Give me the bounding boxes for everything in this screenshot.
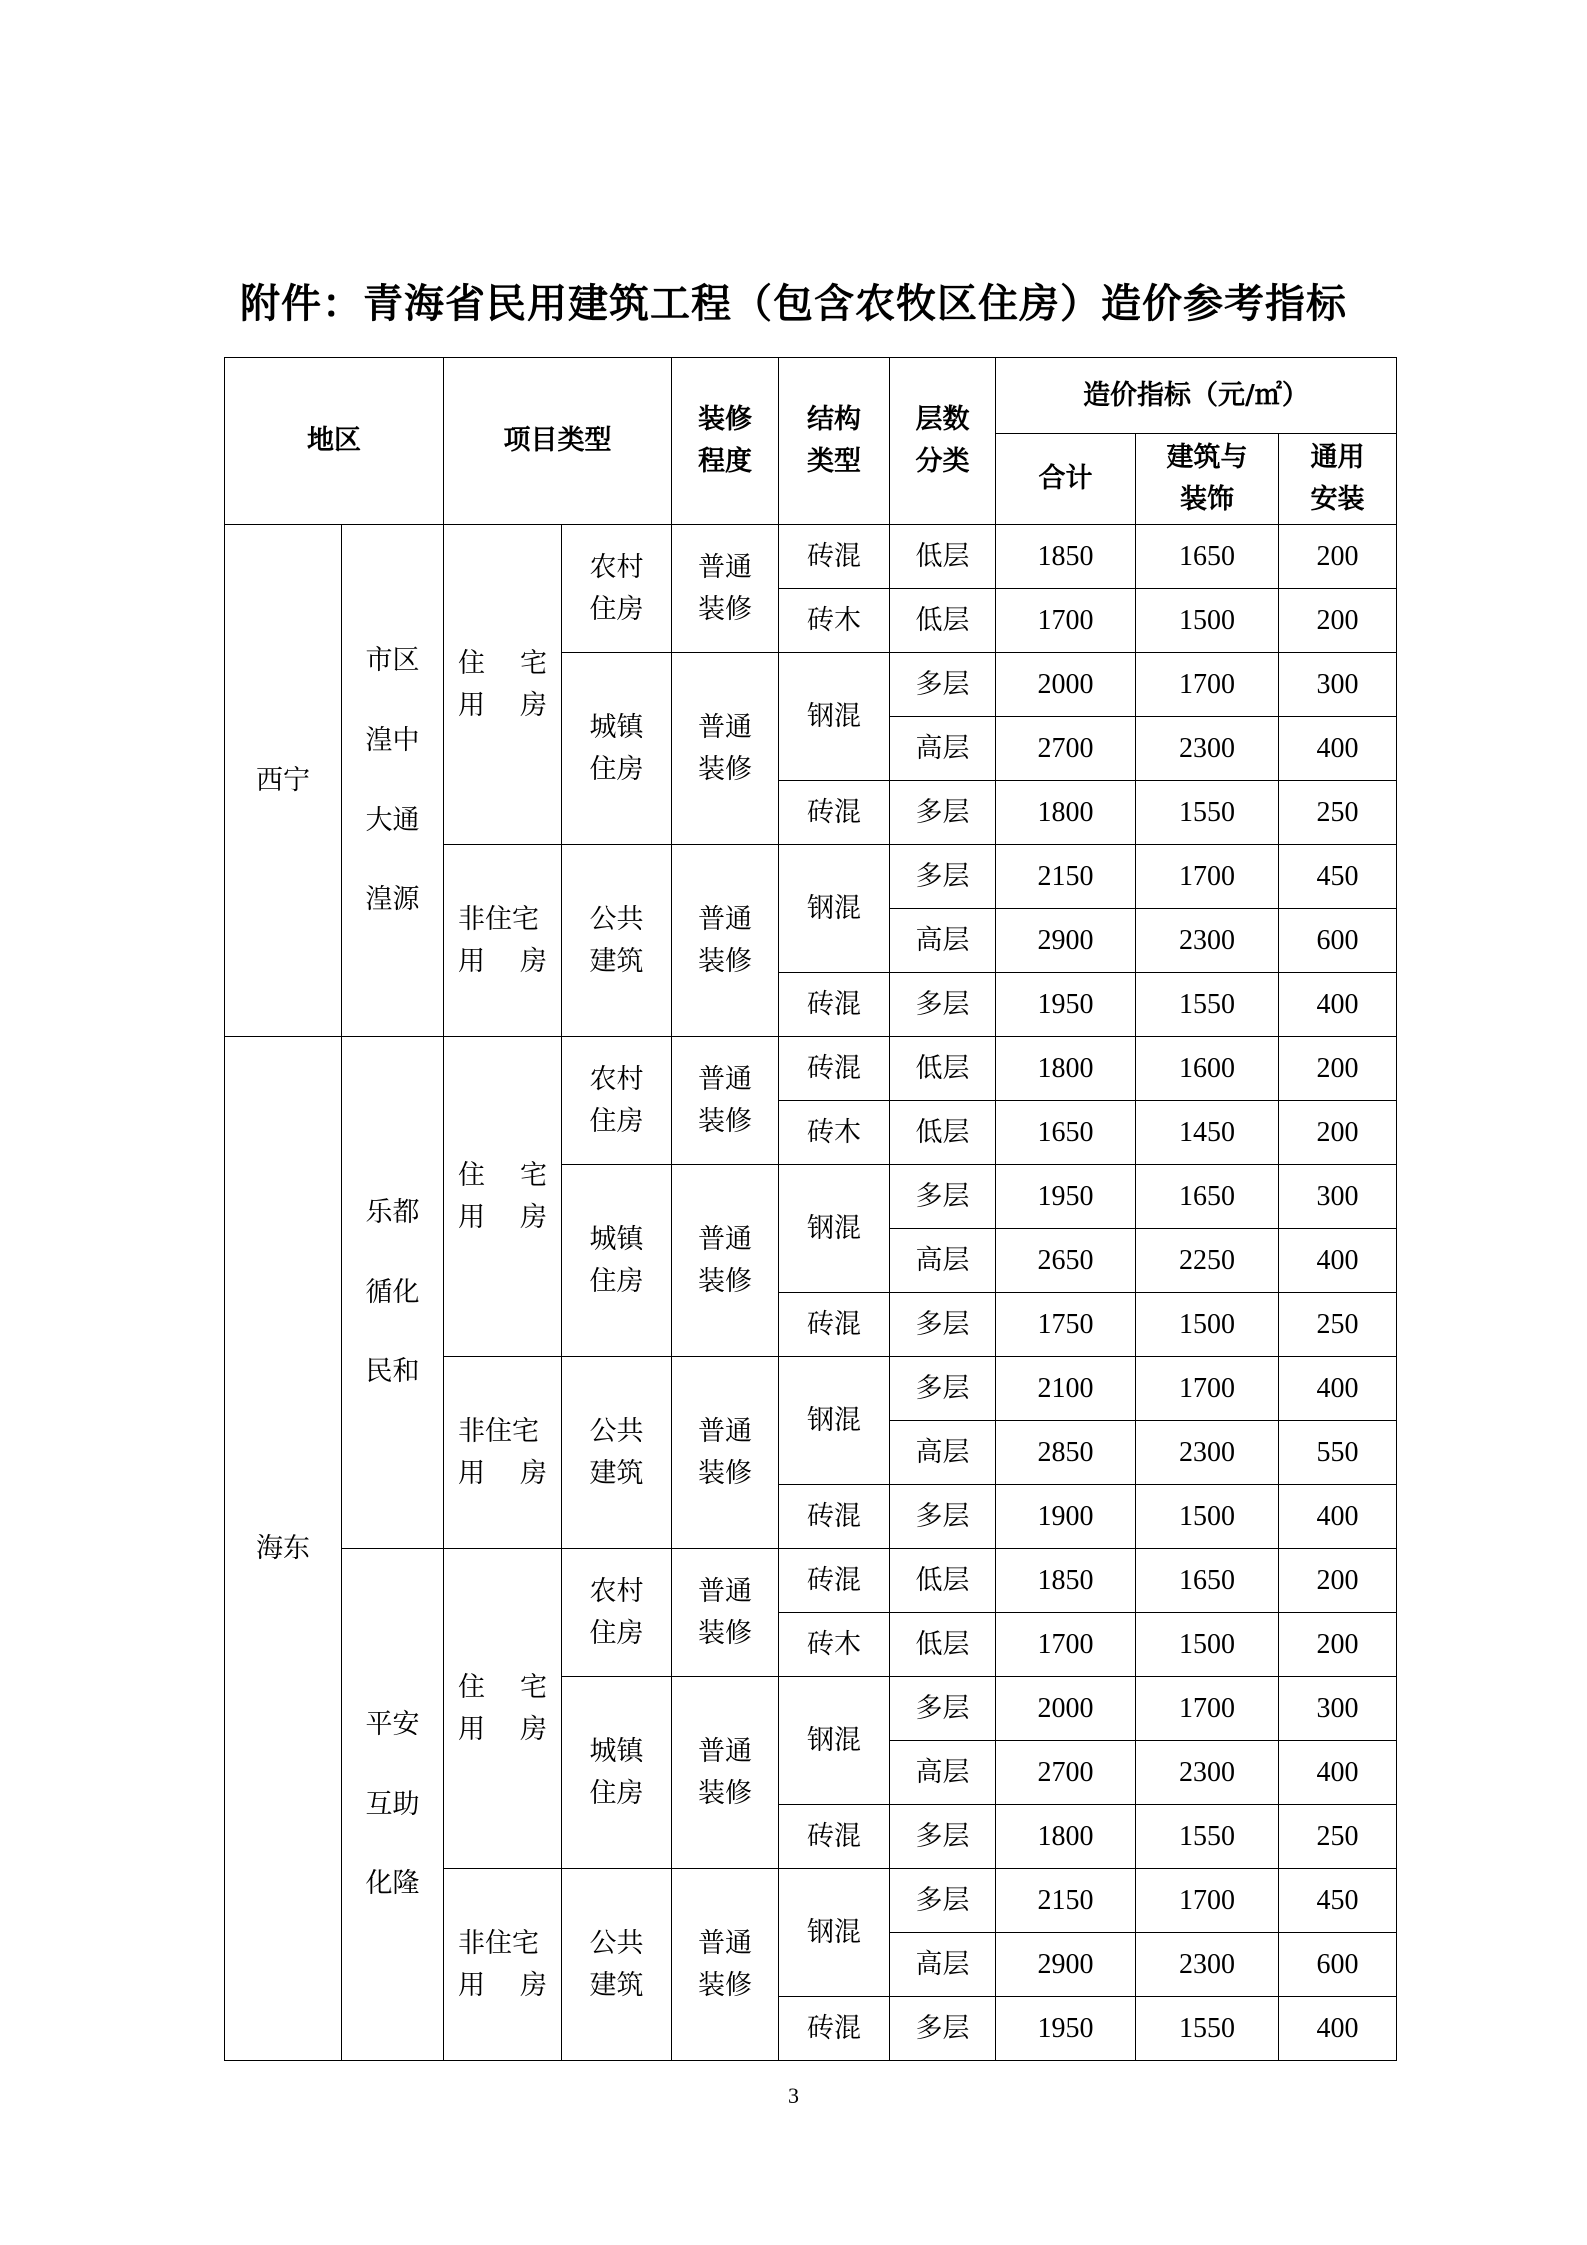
floor-class: 多层 — [890, 973, 996, 1037]
structure-type: 钢混 — [779, 653, 890, 781]
header-cost-index: 造价指标（元/㎡） — [996, 358, 1397, 434]
cost-install: 250 — [1279, 781, 1397, 845]
floor-class: 高层 — [890, 1229, 996, 1293]
cost-install: 200 — [1279, 589, 1397, 653]
cost-index-table — [224, 357, 1397, 2061]
cost-building: 2300 — [1136, 1741, 1279, 1805]
cost-total: 2650 — [996, 1229, 1136, 1293]
structure-type: 砖混 — [779, 1485, 890, 1549]
cost-install: 600 — [1279, 1933, 1397, 1997]
decoration-level: 普通 装修 — [672, 845, 779, 1037]
table-header — [225, 358, 1397, 525]
floor-class: 高层 — [890, 717, 996, 781]
cost-total: 1700 — [996, 1613, 1136, 1677]
subtype-urban: 城镇 住房 — [562, 1677, 672, 1869]
table-row — [225, 1037, 1397, 1101]
floor-class: 多层 — [890, 1165, 996, 1229]
cost-install: 400 — [1279, 1229, 1397, 1293]
floor-class: 多层 — [890, 653, 996, 717]
cost-install: 400 — [1279, 1741, 1397, 1805]
category-non-residential: 非住宅 用 房 — [444, 845, 562, 1037]
cost-building: 1650 — [1136, 1165, 1279, 1229]
subtype-rural: 农村 住房 — [562, 525, 672, 653]
cost-total: 1800 — [996, 1805, 1136, 1869]
cost-total: 1650 — [996, 1101, 1136, 1165]
subregion-cities: 平安 互助 化隆 — [342, 1549, 444, 2061]
cost-total: 2700 — [996, 717, 1136, 781]
subtype-urban: 城镇 住房 — [562, 1165, 672, 1357]
cost-install: 400 — [1279, 1485, 1397, 1549]
category-residential: 住 宅 用 房 — [444, 1549, 562, 1869]
cost-total: 2000 — [996, 653, 1136, 717]
structure-type: 砖混 — [779, 1037, 890, 1101]
cost-install: 400 — [1279, 1357, 1397, 1421]
cost-building: 1500 — [1136, 589, 1279, 653]
region-name: 西宁 — [225, 525, 342, 1037]
cost-install: 400 — [1279, 1997, 1397, 2061]
floor-class: 多层 — [890, 781, 996, 845]
subtype-public: 公共 建筑 — [562, 845, 672, 1037]
cost-building: 1550 — [1136, 781, 1279, 845]
structure-type: 砖混 — [779, 1293, 890, 1357]
floor-class: 低层 — [890, 589, 996, 653]
structure-type: 钢混 — [779, 1869, 890, 1997]
subtype-public: 公共 建筑 — [562, 1869, 672, 2061]
header-building: 建筑与 装饰 — [1136, 434, 1279, 525]
decoration-level: 普通 装修 — [672, 1037, 779, 1165]
floor-class: 多层 — [890, 1485, 996, 1549]
floor-class: 高层 — [890, 909, 996, 973]
floor-class: 低层 — [890, 1613, 996, 1677]
header-floors: 层数 分类 — [890, 358, 996, 525]
cost-install: 200 — [1279, 1613, 1397, 1677]
decoration-level: 普通 装修 — [672, 653, 779, 845]
subtype-rural: 农村 住房 — [562, 1037, 672, 1165]
cost-total: 1900 — [996, 1485, 1136, 1549]
cost-building: 2300 — [1136, 1421, 1279, 1485]
structure-type: 砖木 — [779, 1101, 890, 1165]
cost-building: 1450 — [1136, 1101, 1279, 1165]
cost-total: 1950 — [996, 973, 1136, 1037]
decoration-level: 普通 装修 — [672, 1357, 779, 1549]
cost-install: 600 — [1279, 909, 1397, 973]
structure-type: 钢混 — [779, 845, 890, 973]
category-residential: 住 宅 用 房 — [444, 1037, 562, 1357]
floor-class: 低层 — [890, 525, 996, 589]
cost-building: 2250 — [1136, 1229, 1279, 1293]
cost-building: 1650 — [1136, 525, 1279, 589]
page-number: 3 — [788, 2083, 799, 2108]
cost-install: 450 — [1279, 845, 1397, 909]
cost-total: 2700 — [996, 1741, 1136, 1805]
cost-total: 2900 — [996, 909, 1136, 973]
structure-type: 砖混 — [779, 973, 890, 1037]
cost-install: 200 — [1279, 1101, 1397, 1165]
cost-install: 300 — [1279, 1165, 1397, 1229]
structure-type: 钢混 — [779, 1357, 890, 1485]
header-region: 地区 — [225, 358, 444, 525]
cost-install: 200 — [1279, 525, 1397, 589]
cost-building: 2300 — [1136, 909, 1279, 973]
structure-type: 砖混 — [779, 1805, 890, 1869]
cost-building: 1700 — [1136, 1357, 1279, 1421]
cost-total: 1750 — [996, 1293, 1136, 1357]
table-body — [225, 525, 1397, 2061]
floor-class: 高层 — [890, 1421, 996, 1485]
category-non-residential: 非住宅 用 房 — [444, 1357, 562, 1549]
structure-type: 砖木 — [779, 589, 890, 653]
header-install: 通用 安装 — [1279, 434, 1397, 525]
table-row — [225, 525, 1397, 589]
cost-building: 1700 — [1136, 653, 1279, 717]
cost-building: 1500 — [1136, 1293, 1279, 1357]
cost-install: 300 — [1279, 1677, 1397, 1741]
floor-class: 低层 — [890, 1101, 996, 1165]
subtype-rural: 农村 住房 — [562, 1549, 672, 1677]
cost-install: 200 — [1279, 1037, 1397, 1101]
document-title: 附件：青海省民用建筑工程（包含农牧区住房）造价参考指标 — [240, 280, 1347, 327]
header-project-type: 项目类型 — [444, 358, 672, 525]
cost-total: 1950 — [996, 1997, 1136, 2061]
cost-building: 1700 — [1136, 1869, 1279, 1933]
cost-total: 2850 — [996, 1421, 1136, 1485]
structure-type: 砖混 — [779, 525, 890, 589]
floor-class: 多层 — [890, 1805, 996, 1869]
cost-install: 250 — [1279, 1293, 1397, 1357]
cost-building: 1650 — [1136, 1549, 1279, 1613]
subtype-urban: 城镇 住房 — [562, 653, 672, 845]
decoration-level: 普通 装修 — [672, 1549, 779, 1677]
decoration-level: 普通 装修 — [672, 1677, 779, 1869]
cost-install: 250 — [1279, 1805, 1397, 1869]
cost-total: 1950 — [996, 1165, 1136, 1229]
cost-building: 2300 — [1136, 1933, 1279, 1997]
subtype-public: 公共 建筑 — [562, 1357, 672, 1549]
cost-total: 2100 — [996, 1357, 1136, 1421]
cost-building: 1700 — [1136, 845, 1279, 909]
cost-install: 300 — [1279, 653, 1397, 717]
floor-class: 多层 — [890, 845, 996, 909]
cost-building: 1550 — [1136, 1805, 1279, 1869]
cost-total: 2000 — [996, 1677, 1136, 1741]
cost-building: 1600 — [1136, 1037, 1279, 1101]
cost-total: 1700 — [996, 589, 1136, 653]
cost-install: 400 — [1279, 973, 1397, 1037]
structure-type: 砖混 — [779, 781, 890, 845]
structure-type: 钢混 — [779, 1677, 890, 1805]
cost-total: 2900 — [996, 1933, 1136, 1997]
floor-class: 多层 — [890, 1997, 996, 2061]
floor-class: 多层 — [890, 1357, 996, 1421]
floor-class: 多层 — [890, 1293, 996, 1357]
cost-building: 2300 — [1136, 717, 1279, 781]
decoration-level: 普通 装修 — [672, 1869, 779, 2061]
subregion-cities: 乐都 循化 民和 — [342, 1037, 444, 1549]
floor-class: 高层 — [890, 1933, 996, 1997]
cost-install: 550 — [1279, 1421, 1397, 1485]
header-total: 合计 — [996, 434, 1136, 525]
header-structure: 结构 类型 — [779, 358, 890, 525]
floor-class: 高层 — [890, 1741, 996, 1805]
region-name: 海东 — [225, 1037, 342, 2061]
cost-total: 2150 — [996, 1869, 1136, 1933]
cost-building: 1500 — [1136, 1613, 1279, 1677]
floor-class: 低层 — [890, 1037, 996, 1101]
category-residential: 住 宅 用 房 — [444, 525, 562, 845]
cost-total: 1850 — [996, 1549, 1136, 1613]
floor-class: 低层 — [890, 1549, 996, 1613]
cost-building: 1500 — [1136, 1485, 1279, 1549]
structure-type: 砖混 — [779, 1549, 890, 1613]
decoration-level: 普通 装修 — [672, 1165, 779, 1357]
floor-class: 多层 — [890, 1869, 996, 1933]
category-non-residential: 非住宅 用 房 — [444, 1869, 562, 2061]
cost-building: 1550 — [1136, 1997, 1279, 2061]
structure-type: 钢混 — [779, 1165, 890, 1293]
subregion-cities: 市区 湟中 大通 湟源 — [342, 525, 444, 1037]
header-decoration: 装修 程度 — [672, 358, 779, 525]
cost-install: 400 — [1279, 717, 1397, 781]
cost-total: 1800 — [996, 781, 1136, 845]
cost-building: 1550 — [1136, 973, 1279, 1037]
decoration-level: 普通 装修 — [672, 525, 779, 653]
floor-class: 多层 — [890, 1677, 996, 1741]
cost-building: 1700 — [1136, 1677, 1279, 1741]
cost-total: 1850 — [996, 525, 1136, 589]
cost-total: 2150 — [996, 845, 1136, 909]
cost-install: 200 — [1279, 1549, 1397, 1613]
cost-total: 1800 — [996, 1037, 1136, 1101]
table-row — [225, 1549, 1397, 1613]
structure-type: 砖木 — [779, 1613, 890, 1677]
structure-type: 砖混 — [779, 1997, 890, 2061]
cost-install: 450 — [1279, 1869, 1397, 1933]
